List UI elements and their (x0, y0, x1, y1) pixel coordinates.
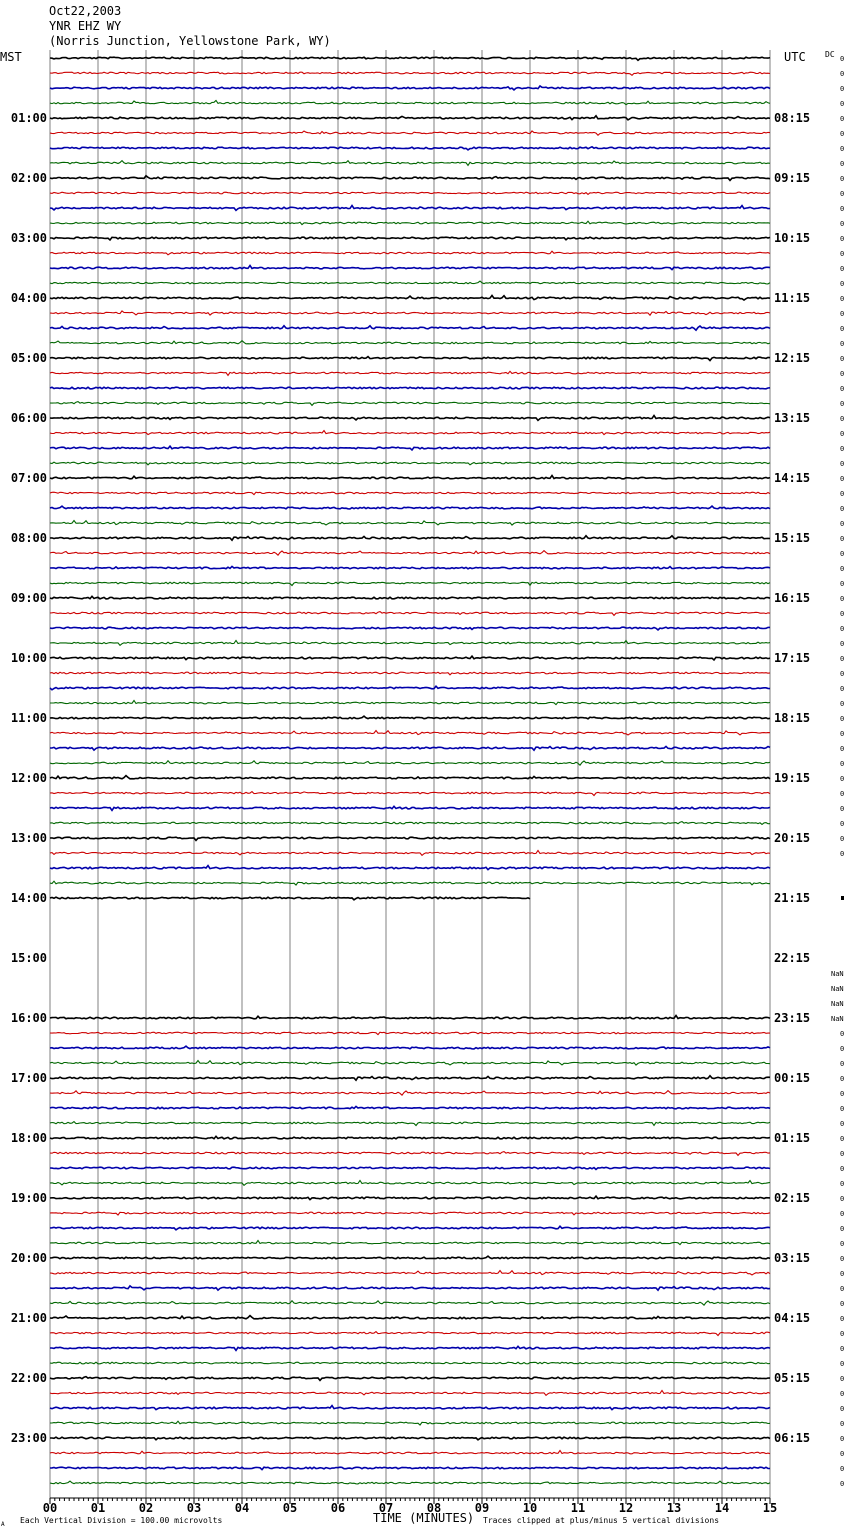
utc-hour-label: 17:15 (774, 651, 811, 665)
dc-offset-value: 0 (840, 1360, 845, 1368)
trace-row (50, 851, 770, 856)
dc-offset-value: 0 (840, 685, 845, 693)
dc-offset-value: 0 (840, 1300, 845, 1308)
dc-offset-value: 0 (840, 385, 845, 393)
x-tick-label: 13 (666, 1501, 682, 1515)
trace-row (50, 131, 770, 135)
x-tick-label: 01 (90, 1501, 106, 1515)
trace-row (50, 1421, 770, 1425)
trace-row (50, 837, 770, 840)
utc-hour-label: 04:15 (774, 1311, 811, 1325)
dc-offset-value: NaN (831, 970, 844, 978)
dc-offset-value: 0 (840, 340, 845, 348)
utc-axis-label: UTC (784, 50, 806, 64)
dc-offset-value: 0 (840, 775, 845, 783)
trace-row (50, 176, 770, 181)
mst-hour-label: 23:00 (10, 1431, 47, 1445)
dc-offset-value: 0 (840, 595, 845, 603)
utc-hour-label: 18:15 (774, 711, 811, 725)
dc-offset-value: 0 (840, 1405, 845, 1413)
trace-row (50, 402, 770, 406)
trace-row (50, 221, 770, 224)
utc-hour-label: 13:15 (774, 411, 811, 425)
trace-row (50, 866, 770, 870)
utc-hour-label: 22:15 (774, 951, 811, 965)
dc-offset-value: 0 (840, 1330, 845, 1338)
dc-offset-value: 0 (840, 1465, 845, 1473)
trace-row (50, 192, 770, 194)
dc-offset-value: 0 (840, 445, 845, 453)
dc-offset-value: 0 (840, 130, 845, 138)
x-tick-label: 15 (762, 1501, 778, 1515)
mst-hour-label: 01:00 (10, 111, 47, 125)
x-tick-label: 02 (138, 1501, 154, 1515)
dc-offset-value: 0 (840, 655, 845, 663)
trace-row (50, 686, 770, 690)
dc-offset-value: 0 (840, 1225, 845, 1233)
dc-offset-value: 0 (840, 1120, 845, 1128)
dc-offset-value: 0 (840, 820, 845, 828)
utc-hour-label: 23:15 (774, 1011, 811, 1025)
dc-offset-value: 0 (840, 400, 845, 408)
dc-offset-value: 0 (840, 1450, 845, 1458)
trace-row (50, 1106, 770, 1108)
trace-row (50, 1122, 770, 1126)
trace-row (50, 1362, 770, 1364)
trace-row (50, 387, 770, 389)
trace-row (50, 1212, 770, 1215)
trace-row (50, 281, 770, 284)
dc-offset-value: 0 (840, 1075, 845, 1083)
trace-row (50, 1467, 770, 1469)
utc-hour-label: 10:15 (774, 231, 811, 245)
dc-offset-value: 0 (840, 535, 845, 543)
dc-offset-value: 0 (840, 1240, 845, 1248)
trace-row (50, 1076, 770, 1081)
dc-offset-value: 0 (840, 760, 845, 768)
trace-row (50, 521, 770, 526)
utc-hour-label: 08:15 (774, 111, 811, 125)
trace-row (50, 1196, 770, 1199)
x-tick-label: 00 (42, 1501, 58, 1515)
trace-row (50, 761, 770, 766)
trace-row (50, 431, 770, 435)
dc-offset-value: 0 (840, 355, 845, 363)
mst-hour-label: 03:00 (10, 231, 47, 245)
mst-hour-label: 16:00 (10, 1011, 47, 1025)
utc-hour-label: 12:15 (774, 351, 811, 365)
dc-offset-value: 0 (840, 85, 845, 93)
dc-offset-value: 0 (840, 70, 845, 78)
mst-hour-label: 08:00 (10, 531, 47, 545)
x-tick-label: 10 (522, 1501, 538, 1515)
utc-hour-label: 16:15 (774, 591, 811, 605)
dc-offset-value: 0 (840, 580, 845, 588)
trace-row (50, 806, 770, 810)
trace-row (50, 492, 770, 494)
dc-offset-value: 0 (840, 1150, 845, 1158)
dc-offset-value: NaN (831, 1015, 844, 1023)
x-tick-label: 12 (618, 1501, 634, 1515)
dc-offset-value: 0 (840, 730, 845, 738)
trace-row (50, 1316, 770, 1319)
corner-mark: A (1, 1521, 5, 1528)
trace-row (50, 1226, 770, 1230)
trace-row (50, 1391, 770, 1396)
trace-row (50, 627, 770, 630)
dc-offset-value: 0 (840, 370, 845, 378)
trace-row (50, 822, 770, 825)
mst-hour-label: 14:00 (10, 891, 47, 905)
utc-hour-label: 21:15 (774, 891, 811, 905)
utc-hour-label: 00:15 (774, 1071, 811, 1085)
mst-hour-label: 21:00 (10, 1311, 47, 1325)
trace-row (50, 1241, 770, 1245)
trace-row (50, 656, 770, 660)
dc-offset-value: 0 (840, 1420, 845, 1428)
trace-row (50, 72, 770, 75)
dc-offset-value: NaN (831, 1000, 844, 1008)
utc-hour-label: 09:15 (774, 171, 811, 185)
trace-row (50, 1136, 770, 1139)
trace-row (50, 1301, 770, 1306)
x-tick-label: 05 (282, 1501, 298, 1515)
trace-row (50, 1061, 770, 1066)
dc-offset-value: 0 (840, 1030, 845, 1038)
dc-offset-value: 0 (840, 835, 845, 843)
trace-row (50, 266, 770, 270)
dc-offset-value: 0 (840, 115, 845, 123)
dc-offset-value: 0 (840, 310, 845, 318)
x-tick-label: 11 (570, 1501, 586, 1515)
trace-row (50, 1046, 770, 1049)
dc-offset-value: 0 (840, 1105, 845, 1113)
trace-row (50, 101, 770, 105)
dc-offset-value: 0 (840, 100, 845, 108)
dc-offset-value: 0 (840, 280, 845, 288)
trace-row (50, 206, 770, 211)
utc-hour-label: 15:15 (774, 531, 811, 545)
dc-offset-value: 0 (840, 160, 845, 168)
trace-row (50, 612, 770, 616)
mst-hour-label: 12:00 (10, 771, 47, 785)
trace-row (50, 731, 770, 736)
trace-row (50, 237, 770, 240)
mst-hour-label: 10:00 (10, 651, 47, 665)
dc-offset-value: 0 (840, 520, 845, 528)
trace-row (50, 641, 770, 646)
trace-row (50, 716, 770, 719)
x-tick-label: 06 (330, 1501, 346, 1515)
x-axis-title: TIME (MINUTES) (373, 1511, 475, 1525)
dc-offset-value: 0 (840, 1285, 845, 1293)
dc-offset-value: 0 (840, 430, 845, 438)
dc-offset-value: 0 (840, 325, 845, 333)
trace-row (50, 371, 770, 375)
trace-row (50, 881, 770, 885)
dc-offset-value: 0 (840, 745, 845, 753)
dc-offset-value: 0 (840, 1480, 845, 1488)
dc-offset-value: 0 (840, 1375, 845, 1383)
trace-row (50, 1481, 770, 1484)
trace-row (50, 596, 770, 599)
station-location: (Norris Junction, Yellowstone Park, WY) (49, 34, 331, 48)
trace-row (50, 1451, 770, 1454)
trace-row (50, 672, 770, 675)
clip-note: Traces clipped at plus/minus 5 vertical divisions (483, 1516, 720, 1525)
trace-row (50, 1032, 770, 1034)
trace-row (50, 116, 770, 120)
trace-row (50, 776, 770, 779)
trace-row (50, 1332, 770, 1336)
mst-hour-label: 13:00 (10, 831, 47, 845)
dc-offset-value: 0 (840, 175, 845, 183)
trace-row (50, 701, 770, 705)
dc-offset-value: 0 (840, 670, 845, 678)
trace-row (50, 1271, 770, 1276)
dc-offset-value: 0 (840, 1180, 845, 1188)
trace-row (50, 1286, 770, 1290)
dc-offset-value: 0 (840, 565, 845, 573)
trace-row (50, 1377, 770, 1381)
dc-offset-value: 0 (840, 805, 845, 813)
x-tick-label: 04 (234, 1501, 250, 1515)
dc-offset-value: 0 (840, 1165, 845, 1173)
x-tick-label: 09 (474, 1501, 490, 1515)
trace-row (50, 582, 770, 585)
dc-marker (841, 896, 844, 900)
dc-offset-value: 0 (840, 250, 845, 258)
trace-row (50, 792, 770, 796)
mst-hour-label: 18:00 (10, 1131, 47, 1145)
dc-offset-value: 0 (840, 1090, 845, 1098)
dc-offset-value: 0 (840, 1060, 845, 1068)
trace-row (50, 357, 770, 361)
dc-offset-value: 0 (840, 190, 845, 198)
dc-offset-value: 0 (840, 790, 845, 798)
dc-offset-value: 0 (840, 460, 845, 468)
trace-row (50, 1016, 770, 1019)
dc-offset-value: 0 (840, 1255, 845, 1263)
trace-row (50, 1167, 770, 1169)
dc-offset-value: 0 (840, 1435, 845, 1443)
trace-row (50, 566, 770, 568)
trace-row (50, 311, 770, 315)
trace-row (50, 296, 770, 301)
dc-offset-value: 0 (840, 1045, 845, 1053)
dc-offset-value: 0 (840, 640, 845, 648)
utc-hour-label: 14:15 (774, 471, 811, 485)
trace-row (50, 506, 770, 509)
dc-offset-value: 0 (840, 715, 845, 723)
seismic-traces (50, 57, 770, 1484)
x-tick-label: 14 (714, 1501, 730, 1515)
mst-axis-label: MST (0, 50, 22, 64)
dc-offset-value: 0 (840, 700, 845, 708)
utc-hour-label: 06:15 (774, 1431, 811, 1445)
utc-hour-label: 02:15 (774, 1191, 811, 1205)
utc-hour-label: 19:15 (774, 771, 811, 785)
dc-offset-value: 0 (840, 850, 845, 858)
axis-labels (11, 55, 844, 1515)
trace-row (50, 446, 770, 450)
trace-row (50, 1346, 770, 1350)
dc-offset-value: 0 (840, 235, 845, 243)
dc-offset-value: 0 (840, 265, 845, 273)
dc-offset-value: 0 (840, 415, 845, 423)
dc-offset-value: 0 (840, 1195, 845, 1203)
utc-hour-label: 05:15 (774, 1371, 811, 1385)
x-tick-label: 08 (426, 1501, 442, 1515)
dc-offset-value: 0 (840, 610, 845, 618)
mst-hour-label: 07:00 (10, 471, 47, 485)
mst-hour-label: 04:00 (10, 291, 47, 305)
trace-row (50, 536, 770, 541)
trace-row (50, 1437, 770, 1440)
trace-row (50, 476, 770, 479)
trace-row (50, 1152, 770, 1156)
trace-row (50, 1091, 770, 1096)
trace-row (50, 57, 770, 60)
trace-row (50, 326, 770, 331)
mst-hour-label: 02:00 (10, 171, 47, 185)
station-code: YNR EHZ WY (49, 19, 122, 33)
trace-row (50, 147, 770, 150)
trace-row (50, 462, 770, 465)
dc-offset-value: 0 (840, 55, 845, 63)
scale-note: Each Vertical Division = 100.00 microvolts (20, 1516, 223, 1525)
mst-hour-label: 22:00 (10, 1371, 47, 1385)
trace-row (50, 1406, 770, 1410)
x-tick-label: 03 (186, 1501, 202, 1515)
dc-offset-value: 0 (840, 475, 845, 483)
trace-row (50, 341, 770, 344)
mst-hour-label: 06:00 (10, 411, 47, 425)
utc-hour-label: 11:15 (774, 291, 811, 305)
dc-column-label: DC (825, 50, 835, 59)
mst-hour-label: 11:00 (10, 711, 47, 725)
utc-hour-label: 03:15 (774, 1251, 811, 1265)
mst-hour-label: 15:00 (10, 951, 47, 965)
trace-row (50, 1181, 770, 1186)
dc-offset-value: 0 (840, 490, 845, 498)
trace-row (50, 551, 770, 556)
dc-offset-value: 0 (840, 1315, 845, 1323)
trace-row (50, 1256, 770, 1259)
trace-row (50, 86, 770, 90)
dc-offset-value: 0 (840, 1270, 845, 1278)
dc-offset-value: 0 (840, 1135, 845, 1143)
dc-offset-value: 0 (840, 295, 845, 303)
trace-row (50, 746, 770, 750)
mst-hour-label: 17:00 (10, 1071, 47, 1085)
dc-offset-value: 0 (840, 220, 845, 228)
dc-offset-value: 0 (840, 625, 845, 633)
trace-row (50, 416, 770, 421)
dc-offset-value: 0 (840, 205, 845, 213)
trace-row (50, 251, 770, 255)
mst-hour-label: 19:00 (10, 1191, 47, 1205)
plot-date: Oct22,2003 (49, 4, 122, 18)
dc-offset-value: 0 (840, 1345, 845, 1353)
dc-offset-value: 0 (840, 505, 845, 513)
dc-offset-value: 0 (840, 550, 845, 558)
dc-offset-value: 0 (840, 1390, 845, 1398)
x-tick-label: 07 (378, 1501, 394, 1515)
trace-row (50, 161, 770, 166)
mst-hour-label: 09:00 (10, 591, 47, 605)
utc-hour-label: 20:15 (774, 831, 811, 845)
utc-hour-label: 01:15 (774, 1131, 811, 1145)
dc-offset-value: 0 (840, 1210, 845, 1218)
dc-offset-value: 0 (840, 145, 845, 153)
mst-hour-label: 05:00 (10, 351, 47, 365)
dc-offset-value: NaN (831, 985, 844, 993)
mst-hour-label: 20:00 (10, 1251, 47, 1265)
